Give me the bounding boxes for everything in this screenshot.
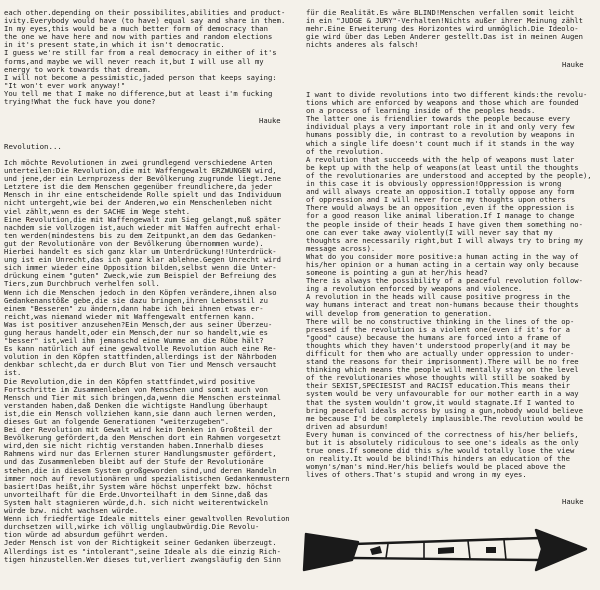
english-article-text: I want to divide revolutions into two different kinds:the revolu- tions which are enforced by weapons and those which are founded on a process of learning inside of the peoples heads. The latter one is friendlier towards the people because every individual plays a very important role in it and only very few humans possibly die, in contrast to a revolution by weapons in which a single life doesn't count much if it stands in the way of the revolution. A revolution that succeeds with the help of weapons must later be kept up with the help of weapons(at least until the thoughts of the revolutionaries are understood and accepted by the people), in this case it is obviously oppression!Oppression is wrong and will always create an opposition.I totally oppose any form of oppression and I will never force my thoughts upon others There would always be an opposition ,even if the oppression is for a good reason like animal liberation.If I manage to change the people inside of their heads I have given them something no- one can ever take away violently(I will never say that my thoughts are necessarily right,but I will always try to bring my message across). What do you consider more positive:a human acting in the way of his/her opinion or a human acting in a certain way only because someone is pointing a gun at her/his head? There is always the possibility of a peaceful revolution follow- ing a revolution enforced by weapons and violence. A revolution in the heads will cause positive progress in the way humans interact and treat non-humans because their thoughts will develop from generation to generation. There will be no constructive thinking in the lines of the op- pressed if the revolution is a violent one(even if it's for a "good" cause) because the humans are forced into a frame of thoughts which they haven't understood properly(and it may be difficult for them who are actually under oppression to under- stand the reasons for their imprisonment).There will be no free thinking which means the people will mentally stay on the level of the revolutionaries whose thoughts will still be soaked by their SEXIST,SPECIESIST and RACIST education.This means their system would be very unfavourable for our mother earth in a way that the system wouldn't grow,it would stagnate.If I wanted to bring peaceful ideals across by using a gun,nobody would believe me because I'd be completely implausible.The revolution would be driven ad absurdum! Every human is convinced of the correctness of his/her beliefs, but it is absolutely ridiculous to see one's ideals as the only true ones.If someone did this s/he would totally lose the view on reality.It would be blind!This hinders an education of the womyn's/man's mind.Her/his beliefs would be placed above the lives of others.That's stupid and wrong in my eyes. xyxy=(306,91,592,480)
german-article xyxy=(4,159,300,590)
right-top-signature: Hauke xyxy=(562,60,584,69)
left-top-text: each other.depending on their possibilites,abilities and product- ivity.Everybody would have (to have) equal say and share in them. In my eyes,this would be a much better form of democracy than the one we have here and now with parties and random elections in it's present state,in which it isn't democratic. I guess we're still far from a real democracy in either of it's forms,and maybe we will never reach it,but I will use all my energy to work towards that dream. I will not become a pessimistic,jaded person that keeps saying: "It won't ever work anyway!" You tell me that I make no difference,but at least i'm fucking trying!What the fuck have you done? xyxy=(4,9,286,107)
article-heading: Revolution... xyxy=(4,142,62,151)
right-main-signature: Hauke xyxy=(562,497,584,506)
right-top-text: für die Realität.Es wäre BLIND!Menschen verfallen somit leicht in ein "JUDGE & JURY"-Verhalten!Nichts außer ihrer Meinung zählt mehr.Eine Erweiterung des Horizontes wird unmöglich.Die Ideolo- gie wird über das Leben Anderer gestellt.Das ist in meinen Augen nichts anderes als falsch! xyxy=(306,9,583,50)
english-article xyxy=(306,91,598,511)
german-article-text: Ich möchte Revolutionen in zwei grundlegend verschiedene Arten unterteilen:Die Revolution,die mit Waffengewalt ERZWUNGEN wird, und jene,der ein Lernprozess der Bevölkerung zugrunde liegt.Jene Letztere ist die dem Menschen gegenüber freundlichere,da jeder Mensch in ihr eine entscheidende Rolle spielt und das Individuum nicht untergeht,wie bei der Anderen,wo ein Menschenleben nicht viel zählt,wenn es der SACHE im Wege steht. Eine Revolution,die mit Waffengewalt zum Sieg gelangt,muß später nachdem sie vollzogen ist,auch wieder mit Waffen aufrecht erhal- ten werden(mindestens bis zu dem Zeitpunkt,an dem das Gedanken- gut der Revolutionäre von der Bevölkerung übernommen wurde). Hierbei handelt es sich ganz klar um Unterdrückung!!Unterdrück- ung ist ein Unrecht,das ich ganz klar ablehne.Gegen Unrecht wird sich immer wieder eine Opposition bilden,selbst wenn die Unter- drückung einem "guten" Zweck,wie zum Beispiel der Befreiung des Tiers,zum Durchbruch verhelfen soll. Wenn ich die Menschen jedoch in den Köpfen verändere,ihnen also Gedankenanstöße gebe,die sie dazu bringen,ihren Lebensstil zu einem "Besseren" zu ändern,dann habe ich bei ihnen etwas er- reicht,was niemand wieder mit Waffengewalt entfernen kann. Was ist positiver anzusehen?Ein Mensch,der aus seiner Überzeu- gung heraus handelt,oder ein Mensch,der nur so handelt,wie es "besser" ist,weil ihm jemanschd eine Wumme an die Rübe hält? Es kann natürlich auf eine gewaltvolle Revolution auch eine Re- volution in den Köpfen stattfinden,allerdings ist der Nährboden denkbar schlecht,da er durch Blut von Tier und Mensch versaucht ist. Die Revolution,die in den Köpfen stattfindet,wird positive Fortschritte im Zusammenleben von Menschen und somit auch von Mensch und Tier mit sich bringen,da,wenn die Menschen ersteinmal verstanden haben,daß Denken die wichtigste Handlung überhaupt ist,die ein Mensch vollziehen kann,sie dann auch lernen werden, dieses Gut an folgende Generationen "weiterzugeben". Bei der Revolution mit Gewalt wird kein Denken in Großteil der Bevölkerung gefördert,da den Menschen dort ein Rahmen vorgesetzt wird,den sie nicht richtig verstanden haben.Innerhalb dieses Rahmens wird nur das Erlernen sturer Handlungsmuster gefördert, und das Zusammenleben bleibt auf der Stufe der Revolutionäre stehen,die in diesem System großgeworden sind,und deren Handeln immer noch auf revolutionären und spezialistischen Gedankenmustern basiert!Das heißt,ihr System wäre höchst unperfekt bzw. höchst unvorteilhaft für die Erde.Unvorteilhaft in dem Sinne,daß das System halt stagnieren würde,d.h. sich nicht weiterentwickeln würde bzw. nicht wachsen würde. Wenn ich friedfertige Ideale mittels einer gewaltvollen Revolution durchsetzen will,wirke ich völlig unglaubwürdig.Die Revolu- tion würde ad absurdum geführt werden. Jeder Mensch ist von der Richtigkeit seiner Gedanken überzeugt. Allerdings ist es "intolerant",seine Ideale als die einzig Rich- tigen hinzustellen.Wer dieses tut,verliert zwangsläufig den Sinn xyxy=(4,159,290,564)
left-top-block xyxy=(4,9,300,119)
right-top-block xyxy=(306,9,598,59)
left-top-signature: Hauke xyxy=(259,116,281,125)
arrow-banner-illustration xyxy=(300,520,590,580)
